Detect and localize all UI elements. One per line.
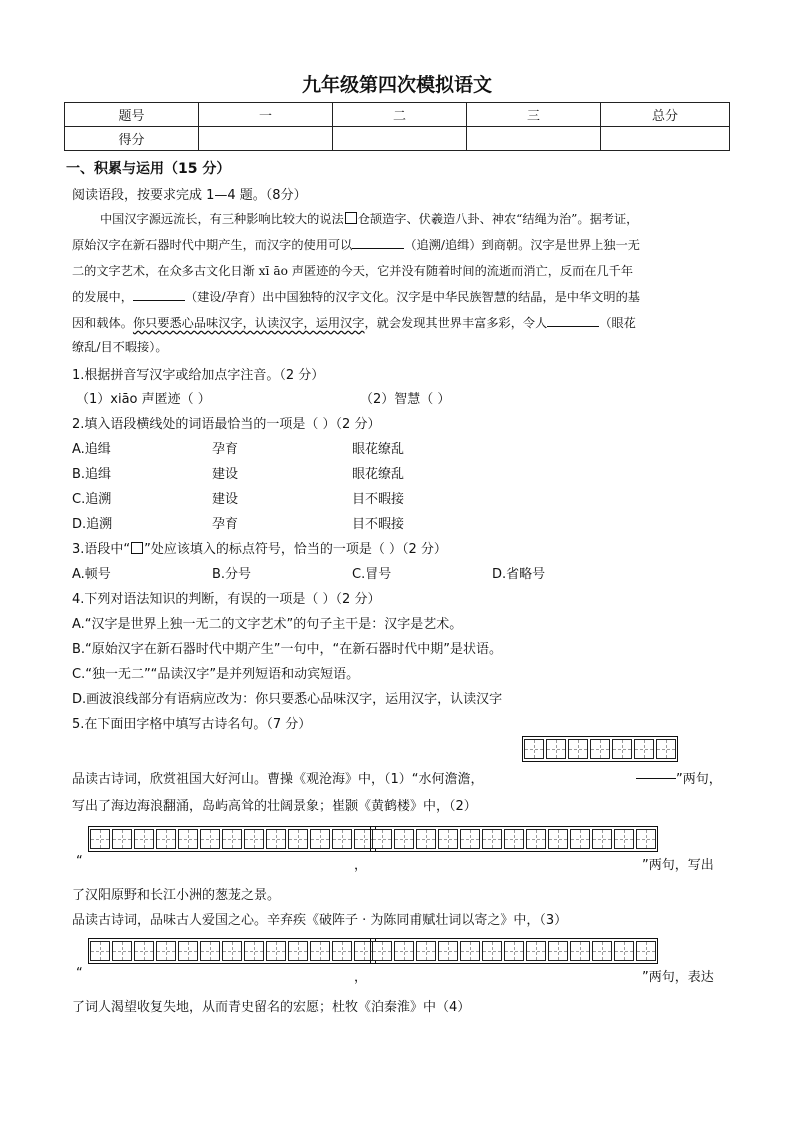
grid-cell[interactable] <box>416 829 436 849</box>
grid-cell[interactable] <box>590 739 610 759</box>
grid-cell[interactable] <box>90 829 110 849</box>
grid-cell[interactable] <box>90 941 110 961</box>
wavy-underlined-sentence: 你只要悉心品味汉字，认读汉字，运用汉字 <box>132 316 365 330</box>
score-header-cell: 二 <box>333 103 467 127</box>
grid-cell[interactable] <box>634 739 654 759</box>
passage-text: ，就会发现其世界丰富多彩，令人 <box>364 316 548 330</box>
option-d[interactable]: D.画波浪线部分有语病应改为：你只要悉心品味汉字，运用汉字，认读汉字 <box>72 692 503 707</box>
grid-cell[interactable] <box>612 739 632 759</box>
question-1: 1.根据拼音写汉字或给加点字注音。（2 分） <box>72 368 325 383</box>
grid-cell[interactable] <box>200 941 220 961</box>
passage-text: 原始汉字在新石器时代中期产生，而汉字的使用可以 <box>72 238 353 252</box>
question-2: 2.填入语段横线处的词语最恰当的一项是（ ）（2 分） <box>72 417 381 432</box>
passage-line <box>72 288 640 305</box>
grid-cell[interactable] <box>546 739 566 759</box>
option-d-word-2: 孕育 <box>212 517 239 532</box>
quote-open: “ <box>76 966 83 981</box>
q5-line: ”两句，写出 <box>642 858 714 873</box>
grid-cell[interactable] <box>482 829 502 849</box>
score-table <box>64 102 730 151</box>
score-cell[interactable] <box>333 127 467 151</box>
grid-cell[interactable] <box>656 739 676 759</box>
grid-cell[interactable] <box>288 941 308 961</box>
passage-line <box>72 236 640 253</box>
grid-cell[interactable] <box>460 941 480 961</box>
question-1-item-2: （2）智慧（ ） <box>360 392 451 407</box>
grid-cell[interactable] <box>636 829 656 849</box>
grid-cell[interactable] <box>332 829 352 849</box>
grid-cell[interactable] <box>482 941 502 961</box>
grid-cell[interactable] <box>526 829 546 849</box>
option-c-word-2: 建设 <box>212 492 239 507</box>
option-b-word-3: 眼花缭乱 <box>352 467 405 482</box>
q5-line: ”两句，表达 <box>642 970 714 985</box>
writing-grid-5[interactable] <box>370 938 658 964</box>
grid-cell[interactable] <box>592 941 612 961</box>
q5-line: 品读古诗词，品味古人爱国之心。辛弃疾《破阵子 · 为陈同甫赋壮词以寄之》中，（3） <box>72 913 568 928</box>
q5-line: 了汉阳原野和长江小洲的葱茏之景。 <box>72 888 281 903</box>
score-cell[interactable] <box>199 127 333 151</box>
passage-text: 中国汉字源远流长，有三种影响比较大的说法 <box>100 212 344 226</box>
option-c[interactable]: C.冒号 <box>352 567 392 582</box>
writing-grid-1[interactable] <box>522 736 678 762</box>
grid-cell[interactable] <box>504 941 524 961</box>
score-cell[interactable] <box>467 127 601 151</box>
passage-text: （眼花 <box>599 316 636 330</box>
answer-underline <box>636 778 676 779</box>
grid-cell[interactable] <box>570 829 590 849</box>
grid-cell[interactable] <box>372 829 392 849</box>
passage-text: 的发展中， <box>72 290 133 304</box>
q5-line: 写出了海边海浪翻涌，岛屿高耸的壮阔景象；崔颢《黄鹤楼》中，（2） <box>72 799 477 814</box>
grid-cell[interactable] <box>222 829 242 849</box>
fill-blank[interactable] <box>352 236 404 249</box>
grid-cell[interactable] <box>266 829 286 849</box>
option-b[interactable]: B.“原始汉字在新石器时代中期产生”一句中，“在新石器时代中期”是状语。 <box>72 642 502 657</box>
grid-cell[interactable] <box>526 941 546 961</box>
score-cell[interactable] <box>601 127 730 151</box>
passage-text: （建设/孕育）出中国独特的汉字文化。汉字是中华民族智慧的结晶，是中华文明的基 <box>184 290 640 304</box>
grid-cell[interactable] <box>438 829 458 849</box>
grid-cell[interactable] <box>288 829 308 849</box>
q5-line: 品读古诗词，欣赏祖国大好河山。曹操《观沧海》中，（1）“水何澹澹， <box>72 772 484 787</box>
grid-cell[interactable] <box>244 829 264 849</box>
option-c-word-3: 目不暇接 <box>352 492 405 507</box>
passage-line: 缭乱/目不暇接）。 <box>72 340 168 354</box>
grid-cell[interactable] <box>310 941 330 961</box>
question-3 <box>72 538 447 557</box>
question-3-text: 3.语段中“ <box>72 542 131 557</box>
grid-cell[interactable] <box>438 941 458 961</box>
score-header-cell: 总分 <box>601 103 730 127</box>
grid-cell[interactable] <box>524 739 544 759</box>
grid-cell[interactable] <box>222 941 242 961</box>
exam-title: 九年级第四次模拟语文 <box>301 74 492 96</box>
grid-cell[interactable] <box>460 829 480 849</box>
grid-cell[interactable] <box>112 941 132 961</box>
score-header-cell: 题号 <box>65 103 199 127</box>
fill-blank[interactable] <box>547 314 599 327</box>
score-table-score-row <box>65 127 730 151</box>
question-4: 4.下列对语法知识的判断，有误的一项是（ ）（2 分） <box>72 592 381 607</box>
passage-text: 因和载体。 <box>72 316 133 330</box>
grid-cell[interactable] <box>266 941 286 961</box>
grid-cell[interactable] <box>394 829 414 849</box>
quote-open: “ <box>76 854 83 869</box>
fill-blank[interactable] <box>133 288 185 301</box>
grid-cell[interactable] <box>134 829 154 849</box>
writing-grid-2[interactable] <box>88 826 376 852</box>
grid-cell[interactable] <box>548 941 568 961</box>
grid-cell[interactable] <box>636 941 656 961</box>
option-a-word-3: 眼花缭乱 <box>352 442 405 457</box>
grid-cell[interactable] <box>332 941 352 961</box>
option-a[interactable]: A.顿号 <box>72 567 111 582</box>
grid-cell[interactable] <box>570 941 590 961</box>
writing-grid-4[interactable] <box>88 938 376 964</box>
option-b-word-2: 建设 <box>212 467 239 482</box>
grid-cell[interactable] <box>178 829 198 849</box>
passage-text: 仓颉造字、伏羲造八卦、神农“结绳为治”。据考证， <box>357 212 639 226</box>
score-table-header-row <box>65 103 730 127</box>
grid-cell[interactable] <box>548 829 568 849</box>
q5-line: 了词人渴望收复失地，从而青史留名的宏愿；杜牧《泊秦淮》中（4） <box>72 1000 471 1015</box>
grid-cell[interactable] <box>156 829 176 849</box>
passage-text: （追溯/追缉）到商朝。汉字是世界上独一无 <box>404 238 640 252</box>
reading-instruction: 阅读语段，按要求完成 1—4 题。（8分） <box>72 188 307 203</box>
grid-cell[interactable] <box>614 941 634 961</box>
grid-cell[interactable] <box>416 941 436 961</box>
writing-grid-3[interactable] <box>370 826 658 852</box>
grid-cell[interactable] <box>310 829 330 849</box>
option-a-word-1[interactable]: A.追缉 <box>72 442 111 457</box>
grid-cell[interactable] <box>372 941 392 961</box>
option-b-word-1[interactable]: B.追缉 <box>72 467 112 482</box>
comma: ， <box>354 858 368 873</box>
grid-cell[interactable] <box>614 829 634 849</box>
grid-cell[interactable] <box>244 941 264 961</box>
section-heading: 一、积累与运用（15 分） <box>66 161 231 177</box>
grid-cell[interactable] <box>504 829 524 849</box>
score-header-cell: 三 <box>467 103 601 127</box>
question-3-text: ”处应该填入的标点符号，恰当的一项是（ ）（2 分） <box>144 542 447 557</box>
punctuation-box-icon <box>131 542 143 554</box>
punctuation-box-icon <box>345 212 357 224</box>
option-a-word-2: 孕育 <box>212 442 239 457</box>
comma: ， <box>354 970 368 985</box>
passage-line: 二的文字艺术，在众多古文化日渐 xī āo 声匿迹的今天，它并没有随着时间的流逝而消亡，反而在几千年 <box>72 264 634 278</box>
grid-cell[interactable] <box>178 941 198 961</box>
grid-cell[interactable] <box>112 829 132 849</box>
score-row-label: 得分 <box>65 127 199 151</box>
option-a[interactable]: A.“汉字是世界上独一无二的文字艺术”的句子主干是：汉字是艺术。 <box>72 617 463 632</box>
passage-line <box>100 210 638 227</box>
option-b[interactable]: B.分号 <box>212 567 252 582</box>
grid-cell[interactable] <box>156 941 176 961</box>
option-d[interactable]: D.省略号 <box>492 567 546 582</box>
q5-line: ”两句， <box>676 772 722 787</box>
passage-line <box>72 314 636 331</box>
option-d-word-1[interactable]: D.追溯 <box>72 517 113 532</box>
question-1-item-1: （1）xiāo 声匿迹（ ） <box>76 392 211 407</box>
option-c[interactable]: C.“独一无二”“品读汉字”是并列短语和动宾短语。 <box>72 667 360 682</box>
score-header-cell: 一 <box>199 103 333 127</box>
option-d-word-3: 目不暇接 <box>352 517 405 532</box>
grid-cell[interactable] <box>134 941 154 961</box>
question-5: 5.在下面田字格中填写古诗名句。（7 分） <box>72 717 312 732</box>
option-c-word-1[interactable]: C.追溯 <box>72 492 112 507</box>
grid-cell[interactable] <box>592 829 612 849</box>
grid-cell[interactable] <box>200 829 220 849</box>
grid-cell[interactable] <box>568 739 588 759</box>
grid-cell[interactable] <box>394 941 414 961</box>
